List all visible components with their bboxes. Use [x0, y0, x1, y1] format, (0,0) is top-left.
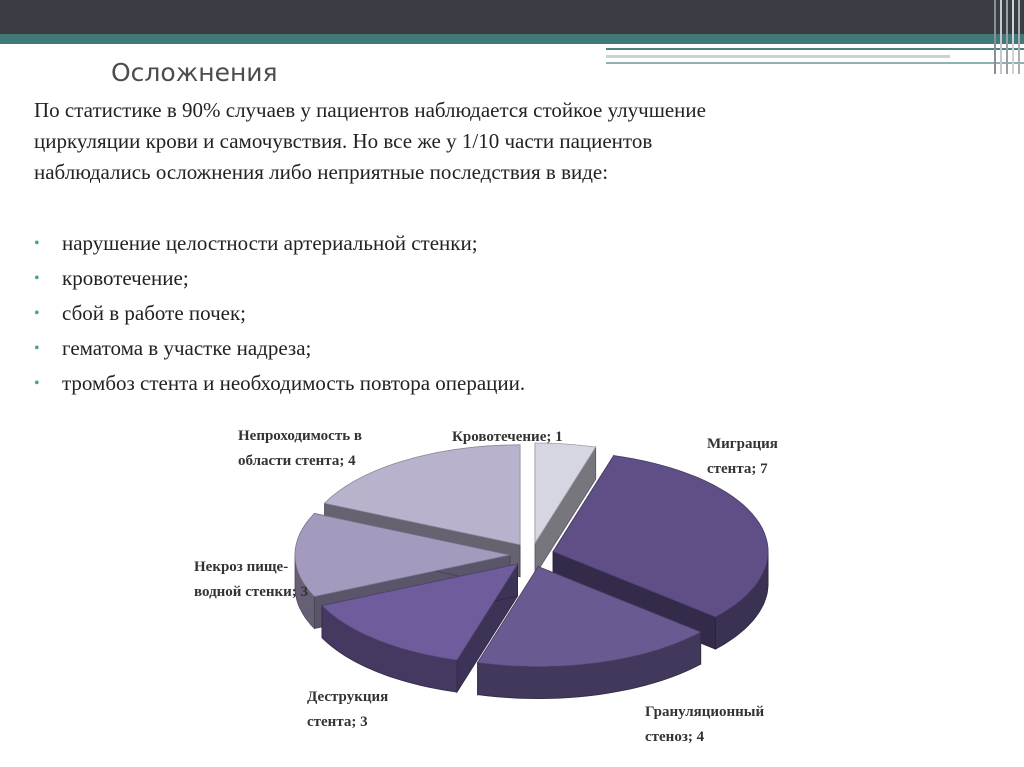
bullet-icon: • [34, 375, 40, 392]
pie-slice-label: Миграция [707, 436, 778, 452]
pie-slice-label: Грануляционный [645, 704, 765, 720]
pie-slice-label: Кровотечение; 1 [452, 429, 563, 445]
bullet-icon: • [34, 270, 40, 287]
pie-slice-label: водной стенки; 3 [194, 584, 309, 600]
list-item-text: сбой в работе почек; [62, 301, 247, 325]
list-item-text: тромбоз стента и необходимость повтора операции. [62, 371, 526, 395]
pie-slice-label: Деструкция [307, 689, 389, 705]
list-item-text: гематома в участке надреза; [62, 336, 312, 360]
pie-slice-label: Непроходимость в [238, 428, 362, 444]
pie-slice-label: области стента; 4 [238, 453, 356, 469]
list-item-text: нарушение целостности артериальной стенки; [62, 231, 478, 255]
pie-slice-label: стента; 3 [307, 714, 368, 730]
intro-line: наблюдались осложнения либо неприятные последствия в виде: [34, 160, 609, 184]
bullet-icon: • [34, 305, 40, 322]
bullet-icon: • [34, 340, 40, 357]
pie-slice-label: стента; 7 [707, 461, 768, 477]
bullet-icon: • [34, 235, 40, 252]
intro-line: По статистике в 90% случаев у пациентов наблюдается стойкое улучшение [34, 98, 706, 122]
slide-title: Осложнения [111, 58, 278, 87]
list-item-text: кровотечение; [62, 266, 189, 290]
pie-slice-label: Некроз пище- [194, 559, 289, 575]
intro-line: циркуляции крови и самочувствия. Но все же у 1/10 части пациентов [34, 129, 653, 153]
pie-slice-label: стеноз; 4 [645, 729, 705, 745]
